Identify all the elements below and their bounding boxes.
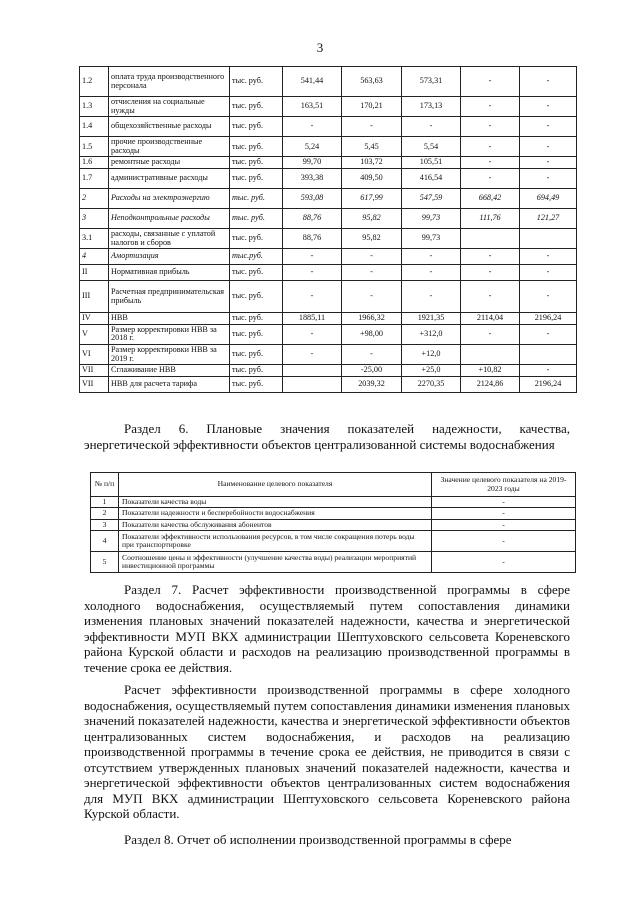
value-col-1 bbox=[283, 376, 342, 392]
row-number: VII bbox=[80, 365, 109, 377]
value-col-2: 617,99 bbox=[342, 189, 402, 209]
table-row bbox=[80, 209, 577, 229]
value-col-2: 1966,32 bbox=[342, 313, 402, 325]
row-unit: тыс. руб. bbox=[230, 265, 283, 281]
table-row bbox=[80, 265, 577, 281]
table-row bbox=[80, 376, 577, 392]
row-unit: тыс. руб. bbox=[230, 313, 283, 325]
value-col-1: 99,70 bbox=[283, 157, 342, 169]
value-col-1: 541,44 bbox=[283, 67, 342, 97]
indicator-number: 2 bbox=[91, 508, 119, 519]
row-number: 1.7 bbox=[80, 169, 109, 189]
value-col-3: +312,0 bbox=[402, 324, 461, 344]
value-col-3: 573,31 bbox=[402, 67, 461, 97]
row-number: 2 bbox=[80, 189, 109, 209]
page-number: 3 bbox=[316, 40, 324, 55]
value-col-2: - bbox=[342, 281, 402, 313]
value-col-2: 409,50 bbox=[342, 169, 402, 189]
value-col-4: - bbox=[461, 324, 520, 344]
indicator-value: - bbox=[432, 531, 576, 552]
row-unit: тыс. руб. bbox=[230, 117, 283, 137]
row-name: Расчетная предпринимательская прибыль bbox=[109, 281, 230, 313]
value-col-2: 563,63 bbox=[342, 67, 402, 97]
row-number: III bbox=[80, 281, 109, 313]
row-unit: тыс. руб. bbox=[230, 157, 283, 169]
value-col-2: 5,45 bbox=[342, 137, 402, 157]
table-row bbox=[80, 324, 577, 344]
section8-heading: Раздел 8. Отчет об исполнении производственной программы в сфере bbox=[124, 832, 512, 847]
table-row bbox=[80, 157, 577, 169]
value-col-5: 694,49 bbox=[520, 189, 577, 209]
indicator-number: 4 bbox=[91, 531, 119, 552]
row-number: VII bbox=[80, 376, 109, 392]
indicator-number: 5 bbox=[91, 552, 119, 573]
row-name: оплата труда производственного персонала bbox=[109, 67, 230, 97]
row-unit: тыс. руб. bbox=[230, 137, 283, 157]
value-col-3: 99,73 bbox=[402, 209, 461, 229]
row-number: 1.5 bbox=[80, 137, 109, 157]
target-indicators-table bbox=[90, 472, 576, 573]
table-row bbox=[80, 313, 577, 325]
table-row bbox=[80, 67, 577, 97]
table-row bbox=[80, 117, 577, 137]
value-col-5: - bbox=[520, 281, 577, 313]
value-col-4: - bbox=[461, 117, 520, 137]
indicator-name: Показатели надежности и бесперебойности водоснабжения bbox=[119, 508, 432, 519]
table-row bbox=[91, 497, 576, 508]
value-col-5: - bbox=[520, 157, 577, 169]
value-col-1: - bbox=[283, 345, 342, 365]
row-number: II bbox=[80, 265, 109, 281]
value-col-2: +98,00 bbox=[342, 324, 402, 344]
value-col-2: -25,00 bbox=[342, 365, 402, 377]
value-col-3: 547,59 bbox=[402, 189, 461, 209]
row-number: 3 bbox=[80, 209, 109, 229]
value-col-4: - bbox=[461, 137, 520, 157]
table-row bbox=[91, 508, 576, 519]
row-name: НВВ bbox=[109, 313, 230, 325]
value-col-5: - bbox=[520, 117, 577, 137]
value-col-3: 173,13 bbox=[402, 97, 461, 117]
value-col-3: 5,54 bbox=[402, 137, 461, 157]
row-name: отчисления на социальные нужды bbox=[109, 97, 230, 117]
value-col-2: - bbox=[342, 249, 402, 265]
row-unit: тыс. руб. bbox=[230, 67, 283, 97]
value-col-1: - bbox=[283, 281, 342, 313]
header-value: Значение целевого показателя на 2019-2023 годы bbox=[432, 473, 576, 497]
row-name: НВВ для расчета тарифа bbox=[109, 376, 230, 392]
value-col-5: - bbox=[520, 169, 577, 189]
value-col-4 bbox=[461, 229, 520, 249]
row-unit: тыс. руб. bbox=[230, 365, 283, 377]
table-row bbox=[91, 531, 576, 552]
value-col-3: - bbox=[402, 265, 461, 281]
value-col-5: - bbox=[520, 365, 577, 377]
row-name: административные расходы bbox=[109, 169, 230, 189]
value-col-1: 5,24 bbox=[283, 137, 342, 157]
row-number: 1.3 bbox=[80, 97, 109, 117]
row-number: IV bbox=[80, 313, 109, 325]
value-col-4: - bbox=[461, 97, 520, 117]
value-col-4 bbox=[461, 345, 520, 365]
table-row bbox=[80, 137, 577, 157]
row-name: Размер корректировки НВВ за 2018 г. bbox=[109, 324, 230, 344]
indicator-value: - bbox=[432, 519, 576, 530]
value-col-4: - bbox=[461, 67, 520, 97]
indicator-value: - bbox=[432, 497, 576, 508]
row-number: 3.1 bbox=[80, 229, 109, 249]
row-unit: тыс. руб. bbox=[230, 97, 283, 117]
indicator-name: Соотношение цены и эффективности (улучшение качества воды) реализации мероприятий инвестиционной программы bbox=[119, 552, 432, 573]
header-name: Наименование целевого показателя bbox=[119, 473, 432, 497]
value-col-2: - bbox=[342, 265, 402, 281]
value-col-5: - bbox=[520, 265, 577, 281]
value-col-5: 2196,24 bbox=[520, 313, 577, 325]
row-unit: тыс. руб. bbox=[230, 345, 283, 365]
value-col-1: 1885,11 bbox=[283, 313, 342, 325]
section7-heading: Раздел 7. Расчет эффективности производственной программы в сфере холодного водоснабжения, осуществляемый путем сопоставления динамики изменения плановых значений показателей надежности, качества и энергетической эффективности МУП ВКХ администрации Шептуховского сельсовета Кореневского района Курской области и расходов на реализацию производственной программы в течение срока ее действия. bbox=[84, 582, 570, 675]
row-name: Неподконтрольные расходы bbox=[109, 209, 230, 229]
row-name: ремонтные расходы bbox=[109, 157, 230, 169]
value-col-2: 2039,32 bbox=[342, 376, 402, 392]
row-name: Расходы на электроэнергию bbox=[109, 189, 230, 209]
table-row bbox=[80, 365, 577, 377]
section7-paragraph: Расчет эффективности производственной программы в сфере холодного водоснабжения, осуществляемый путем сопоставления динамики изменения плановых значений показателей надежности, качества и энергетической эффективности объектов централизованных систем водоснабжения, и расходов на реализацию производственной программы в течение срока ее действия, не приводится в связи с отсутствием утвержденных плановых значений показателей надежности, качества и энергетической эффективности объектов централизованных систем водоснабжения для МУП ВКХ администрации Шептуховского сельсовета Кореневского района Курской области. bbox=[84, 682, 570, 821]
value-col-1: - bbox=[283, 117, 342, 137]
indicator-number: 3 bbox=[91, 519, 119, 530]
indicator-name: Показатели эффективности использования ресурсов, в том числе сокращения потерь воды при транспортировке bbox=[119, 531, 432, 552]
row-unit: тыс. руб. bbox=[230, 209, 283, 229]
value-col-5: - bbox=[520, 97, 577, 117]
table-row bbox=[80, 249, 577, 265]
value-col-2: 170,21 bbox=[342, 97, 402, 117]
value-col-2: - bbox=[342, 117, 402, 137]
value-col-1: 88,76 bbox=[283, 229, 342, 249]
row-name: Размер корректировки НВВ за 2019 г. bbox=[109, 345, 230, 365]
indicator-value: - bbox=[432, 552, 576, 573]
value-col-4: 2124,86 bbox=[461, 376, 520, 392]
value-col-1: 593,08 bbox=[283, 189, 342, 209]
expenses-table-body bbox=[80, 67, 577, 393]
indicator-number: 1 bbox=[91, 497, 119, 508]
value-col-1 bbox=[283, 365, 342, 377]
value-col-4: - bbox=[461, 169, 520, 189]
row-name: Сглаживание НВВ bbox=[109, 365, 230, 377]
value-col-3: - bbox=[402, 281, 461, 313]
indicator-value: - bbox=[432, 508, 576, 519]
value-col-4: - bbox=[461, 265, 520, 281]
value-col-4: - bbox=[461, 157, 520, 169]
row-unit: тыс.руб. bbox=[230, 249, 283, 265]
value-col-3: 1921,35 bbox=[402, 313, 461, 325]
value-col-3: 2270,35 bbox=[402, 376, 461, 392]
row-number: 1.6 bbox=[80, 157, 109, 169]
value-col-3: 99,73 bbox=[402, 229, 461, 249]
row-unit: тыс. руб. bbox=[230, 376, 283, 392]
value-col-4: 668,42 bbox=[461, 189, 520, 209]
value-col-2: 95,82 bbox=[342, 229, 402, 249]
value-col-4: +10,82 bbox=[461, 365, 520, 377]
value-col-5: - bbox=[520, 324, 577, 344]
table-row bbox=[80, 281, 577, 313]
table-row bbox=[80, 189, 577, 209]
value-col-3: 416,54 bbox=[402, 169, 461, 189]
value-col-4: 111,76 bbox=[461, 209, 520, 229]
value-col-2: 95,82 bbox=[342, 209, 402, 229]
value-col-5: 2196,24 bbox=[520, 376, 577, 392]
row-unit: тыс. руб. bbox=[230, 229, 283, 249]
indicator-name: Показатели качества обслуживания абонентов bbox=[119, 519, 432, 530]
value-col-3: +12,0 bbox=[402, 345, 461, 365]
row-number: 1.4 bbox=[80, 117, 109, 137]
value-col-5 bbox=[520, 345, 577, 365]
value-col-4: - bbox=[461, 249, 520, 265]
target-indicators-body bbox=[91, 497, 576, 573]
row-unit: тыс. руб. bbox=[230, 281, 283, 313]
row-name: Амортизация bbox=[109, 249, 230, 265]
row-name: прочие производственные расходы bbox=[109, 137, 230, 157]
value-col-1: - bbox=[283, 265, 342, 281]
row-number: VI bbox=[80, 345, 109, 365]
row-unit: тыс. руб. bbox=[230, 189, 283, 209]
value-col-1: - bbox=[283, 324, 342, 344]
value-col-1: 393,38 bbox=[283, 169, 342, 189]
value-col-2: - bbox=[342, 345, 402, 365]
value-col-5: - bbox=[520, 137, 577, 157]
value-col-3: 105,51 bbox=[402, 157, 461, 169]
row-number: V bbox=[80, 324, 109, 344]
row-name: общехозяйственные расходы bbox=[109, 117, 230, 137]
value-col-2: 103,72 bbox=[342, 157, 402, 169]
row-unit: тыс. руб. bbox=[230, 169, 283, 189]
indicator-name: Показатели качества воды bbox=[119, 497, 432, 508]
table-row bbox=[80, 229, 577, 249]
header-num: № п/п bbox=[91, 473, 119, 497]
value-col-4: - bbox=[461, 281, 520, 313]
table-header-row bbox=[91, 473, 576, 497]
table-row bbox=[80, 97, 577, 117]
value-col-3: +25,0 bbox=[402, 365, 461, 377]
value-col-5: - bbox=[520, 249, 577, 265]
table-row bbox=[91, 519, 576, 530]
expenses-table bbox=[79, 66, 577, 393]
row-number: 4 bbox=[80, 249, 109, 265]
section6-heading: Раздел 6. Плановые значения показателей надежности, качества, энергетической эффективности объектов централизованной системы водоснабжения bbox=[84, 421, 570, 452]
value-col-5 bbox=[520, 229, 577, 249]
value-col-3: - bbox=[402, 249, 461, 265]
value-col-1: - bbox=[283, 249, 342, 265]
row-name: Нормативная прибыль bbox=[109, 265, 230, 281]
value-col-5: - bbox=[520, 67, 577, 97]
table-row bbox=[91, 552, 576, 573]
table-row bbox=[80, 169, 577, 189]
row-name: расходы, связанные с уплатой налогов и сборов bbox=[109, 229, 230, 249]
value-col-1: 163,51 bbox=[283, 97, 342, 117]
value-col-4: 2114,04 bbox=[461, 313, 520, 325]
value-col-3: - bbox=[402, 117, 461, 137]
row-unit: тыс. руб. bbox=[230, 324, 283, 344]
row-number: 1.2 bbox=[80, 67, 109, 97]
value-col-5: 121,27 bbox=[520, 209, 577, 229]
table-row bbox=[80, 345, 577, 365]
value-col-1: 88,76 bbox=[283, 209, 342, 229]
